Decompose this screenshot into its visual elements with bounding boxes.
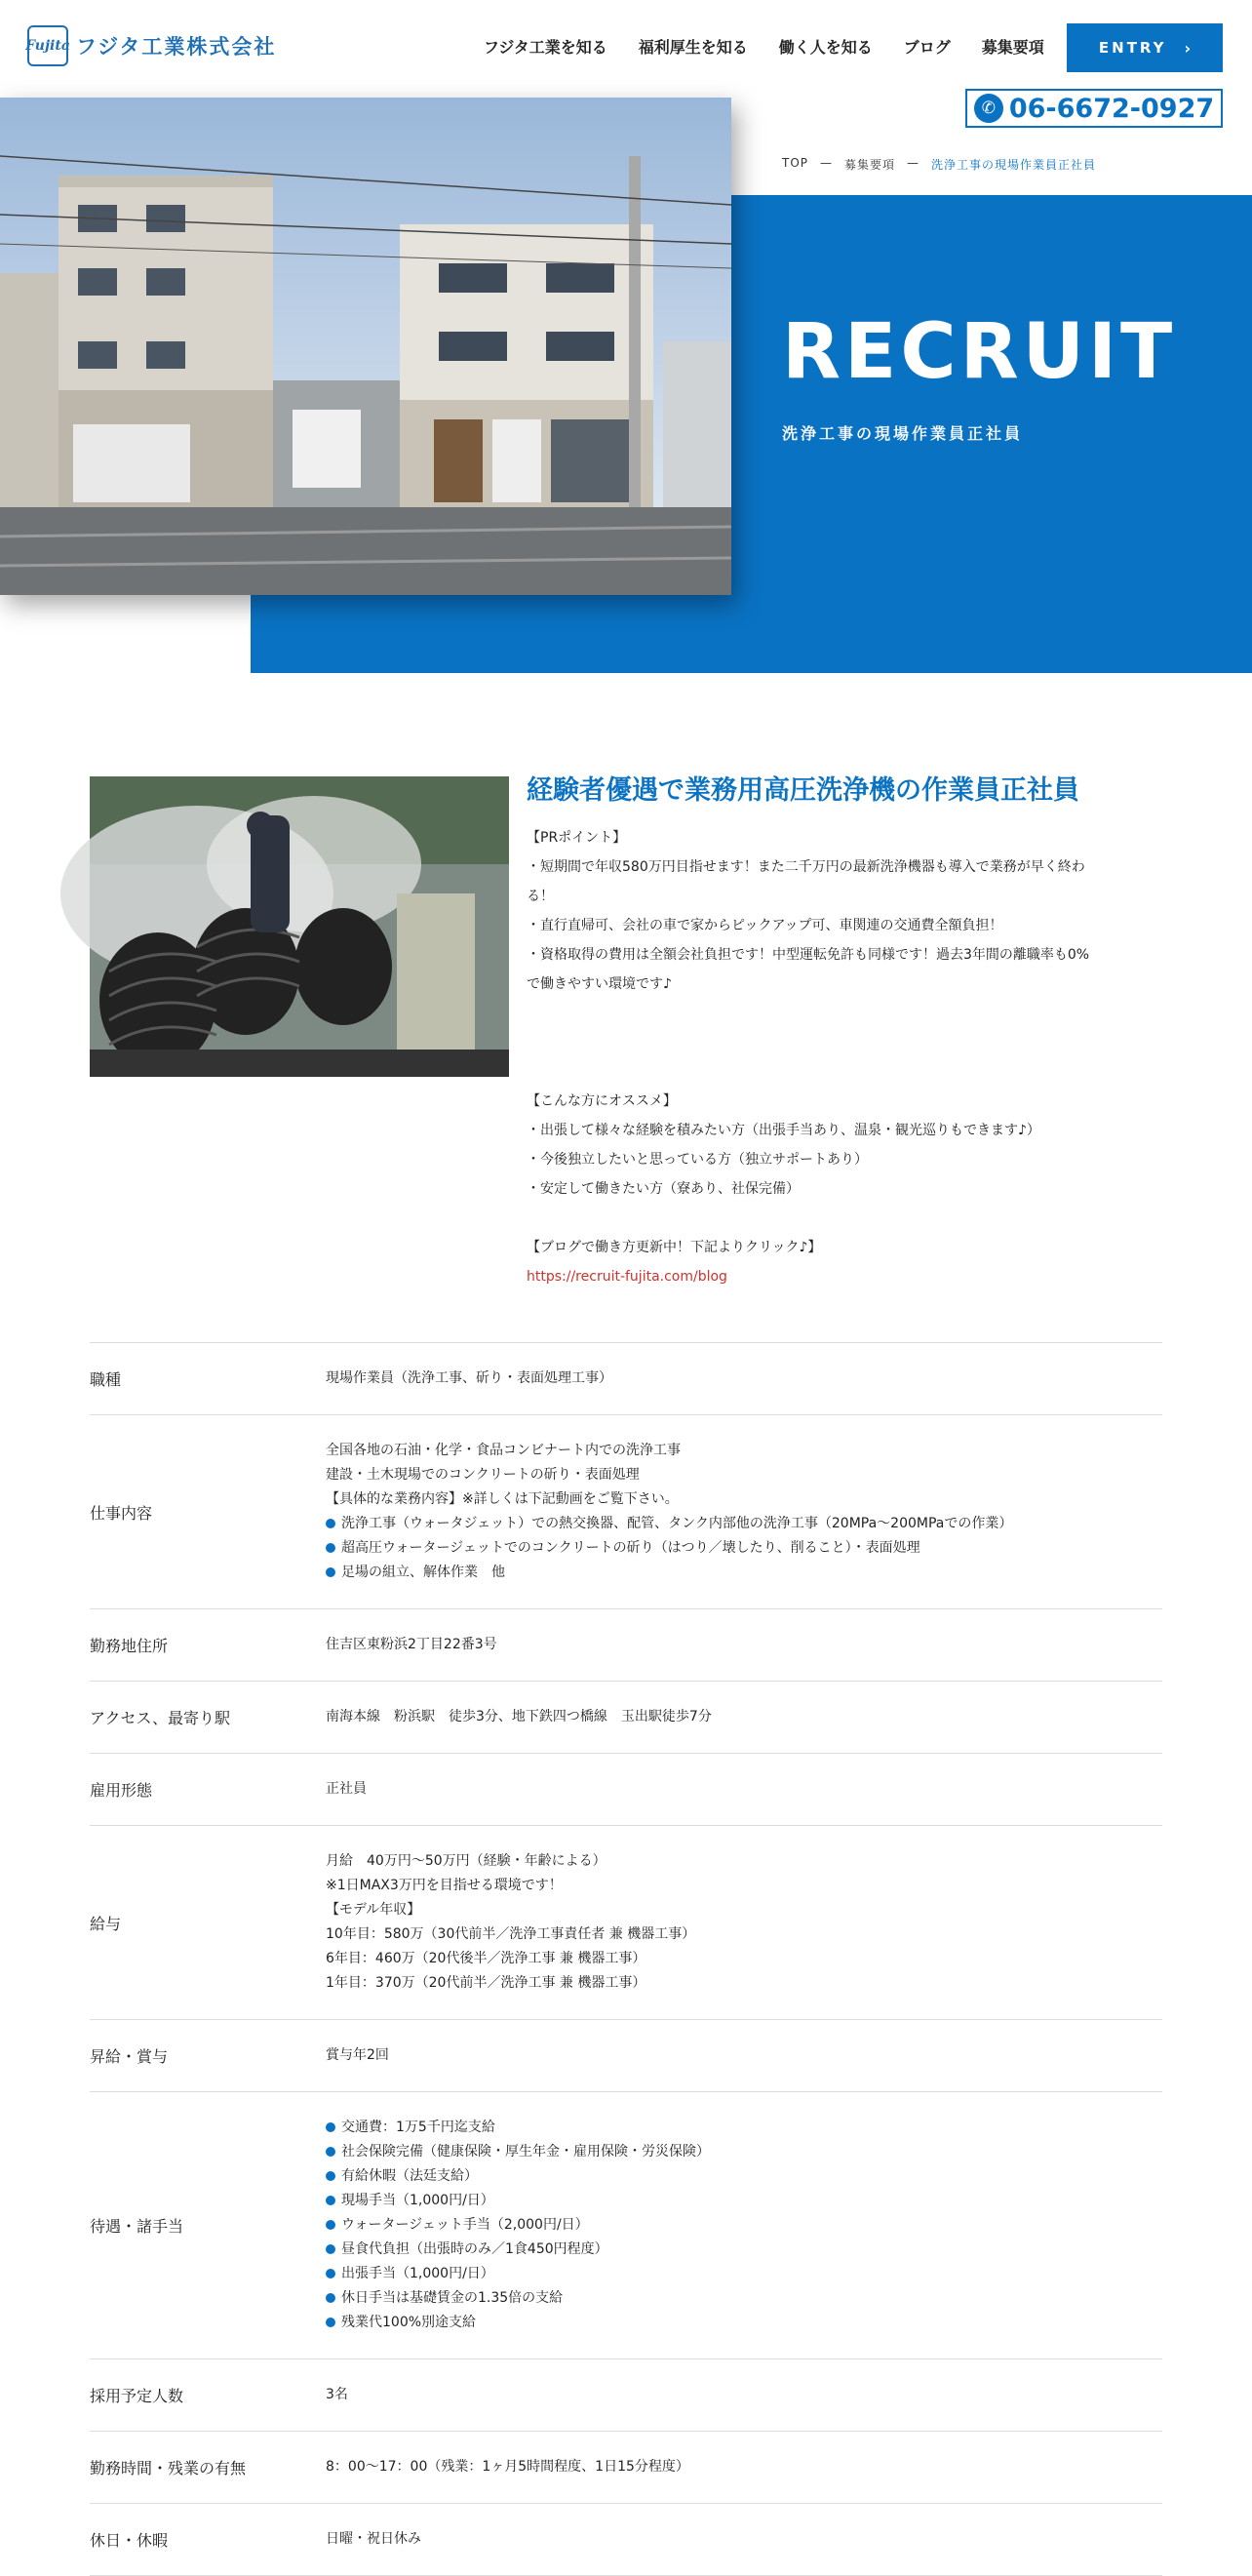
breadcrumb-top[interactable]: TOP — [782, 156, 809, 170]
row-value — [326, 1633, 497, 1657]
bullet-text: 交通費：1万5千円迄支給 — [341, 2120, 495, 2135]
description-line: ・出張して様々な経験を積みたい方（出張手当あり、温泉・観光巡りもできます♪） — [527, 1123, 1040, 1138]
bullet-item — [326, 2213, 710, 2238]
building-illustration — [0, 98, 731, 595]
bullet-dot-icon — [326, 2196, 335, 2205]
blog-link[interactable]: https://recruit-fujita.com/blog — [527, 1269, 727, 1285]
intro-worker-photo — [90, 776, 509, 1077]
breadcrumb — [782, 156, 1096, 173]
bullet-text: 昼食代負担（出張時のみ／1食450円程度） — [341, 2241, 608, 2257]
row-label: 雇用形態 — [90, 1781, 153, 1800]
row-value — [326, 1705, 712, 1729]
bullet-text: 残業代100%別途支給 — [341, 2315, 477, 2330]
phone-icon: ✆ — [974, 94, 1003, 123]
bullet-dot-icon — [326, 1519, 335, 1528]
row-value — [326, 2043, 389, 2068]
bullet-dot-icon — [326, 2318, 335, 2327]
table-row — [90, 1415, 1162, 1609]
description-line: 【ブログで働き方更新中！下記よりクリック♪】 — [527, 1240, 822, 1255]
nav-item-recruit[interactable]: 募集要項 — [981, 38, 1044, 57]
row-label: 職種 — [90, 1370, 122, 1389]
value-line: 3名 — [326, 2387, 348, 2402]
row-value — [326, 2116, 710, 2335]
value-line: 建設・土木現場でのコンクリートの斫り・表面処理 — [326, 1467, 640, 1483]
bullet-text: 出張手当（1,000円/日） — [341, 2266, 494, 2281]
bullet-item — [326, 1561, 1012, 1585]
bullet-item — [326, 2238, 710, 2262]
bullet-item — [326, 1536, 1012, 1561]
value-line: 現場作業員（洗浄工事、斫り・表面処理工事） — [326, 1370, 612, 1386]
logo-text: フジタ工業株式会社 — [76, 35, 277, 59]
row-label: 勤務時間・残業の有無 — [90, 2459, 247, 2477]
bullet-item — [326, 2189, 710, 2213]
bullet-item — [326, 2311, 710, 2335]
value-line: 8：00～17：00（残業：1ヶ月5時間程度、1日15分程度） — [326, 2459, 689, 2475]
description-line: 【こんな方にオススメ】 — [527, 1093, 677, 1109]
breadcrumb-recruit[interactable]: 募集要項 — [844, 158, 896, 172]
row-label: 昇給・賞与 — [90, 2047, 169, 2066]
bullet-dot-icon — [326, 2244, 335, 2254]
value-line: 【モデル年収】 — [326, 1902, 421, 1918]
bullet-text: 洗浄工事（ウォータジェット）での熱交換器、配管、タンク内部他の洗浄工事（20MPa～200MPaでの作業） — [341, 1516, 1013, 1531]
job-title: 経験者優遇で業務用高圧洗浄機の作業員正社員 — [527, 775, 1079, 806]
bullet-item — [326, 2116, 710, 2140]
row-label: 待遇・諸手当 — [90, 2217, 184, 2236]
table-row — [90, 2020, 1162, 2092]
value-line: 南海本線 粉浜駅 徒歩3分、地下鉄四つ橋線 玉出駅徒歩7分 — [326, 1709, 712, 1724]
table-row — [90, 1682, 1162, 1754]
table-row — [90, 2092, 1162, 2359]
bullet-text: ウォータージェット手当（2,000円/日） — [341, 2217, 589, 2233]
value-line: 全国各地の石油・化学・食品コンビナート内での洗浄工事 — [326, 1443, 681, 1458]
value-line: ※1日MAX3万円を目指せる環境です！ — [326, 1878, 563, 1893]
job-description — [527, 823, 1141, 1291]
value-line: 日曜・祝日休み — [326, 2531, 421, 2547]
breadcrumb-separator: — — [820, 156, 834, 170]
description-line: ・直行直帰可、会社の車で家からピックアップ可、車関連の交通費全額負担！ — [527, 918, 1003, 933]
bullet-dot-icon — [326, 2220, 335, 2230]
value-line: 10年目：580万（30代前半／洗浄工事責任者 兼 機器工事） — [326, 1926, 696, 1942]
table-row — [90, 1826, 1162, 2020]
breadcrumb-separator: — — [907, 156, 920, 170]
bullet-dot-icon — [326, 2147, 335, 2157]
table-row — [90, 1609, 1162, 1682]
bullet-item — [326, 2140, 710, 2164]
spacer — [527, 1057, 1141, 1087]
nav-item-about[interactable]: フジタ工業を知る — [484, 38, 607, 57]
value-line: 賞与年2回 — [326, 2047, 389, 2063]
hero-title: RECRUIT — [782, 308, 1177, 396]
breadcrumb-current: 洗浄工事の現場作業員正社員 — [931, 158, 1097, 172]
row-value — [326, 1367, 612, 1391]
spacer — [527, 999, 1141, 1028]
bullet-text: 足場の組立、解体作業 他 — [341, 1565, 505, 1580]
phone-link[interactable] — [965, 89, 1223, 128]
row-value — [326, 2455, 689, 2479]
bullet-item — [326, 2286, 710, 2311]
description-line: ・資格取得の費用は全額会社負担です！中型運転免許も同様です！過去3年間の離職率も0% — [527, 947, 1090, 963]
bullet-text: 社会保険完備（健康保険・厚生年金・雇用保険・労災保険） — [341, 2144, 710, 2160]
hero-building-photo — [0, 98, 731, 595]
entry-button[interactable] — [1067, 23, 1223, 72]
bullet-dot-icon — [326, 2269, 335, 2279]
table-row — [90, 1754, 1162, 1826]
spacer — [527, 1028, 1141, 1057]
row-label: 仕事内容 — [90, 1503, 153, 1523]
row-label: アクセス、最寄り駅 — [90, 1709, 231, 1727]
bullet-item — [326, 2164, 710, 2189]
description-line: る！ — [527, 889, 554, 904]
value-line: 6年目：460万（20代後半／洗浄工事 兼 機器工事） — [326, 1951, 646, 1966]
bullet-text: 超高圧ウォータージェットでのコンクリートの斫り（はつり／壊したり、削ること）・表面処理 — [341, 1540, 920, 1556]
bullet-text: 有給休暇（法廷支給） — [341, 2168, 478, 2184]
bullet-dot-icon — [326, 2293, 335, 2303]
bullet-text: 現場手当（1,000円/日） — [341, 2193, 494, 2208]
row-value — [326, 1777, 367, 1802]
bullet-dot-icon — [326, 1567, 335, 1577]
description-line: ・短期間で年収580万円目指せます！また二千万円の最新洗浄機器も導入で業務が早く終わ — [527, 859, 1085, 875]
global-nav — [484, 35, 1076, 58]
row-label: 採用予定人数 — [90, 2387, 184, 2405]
bullet-text: 休日手当は基礎賃金の1.35倍の支給 — [341, 2290, 564, 2306]
description-line: で働きやすい環境です♪ — [527, 976, 672, 992]
description-line: ・安定して働きたい方（寮あり、社保完備） — [527, 1181, 800, 1197]
high-pressure-washing-illustration — [90, 776, 509, 1077]
hero-subtitle: 洗浄工事の現場作業員正社員 — [782, 424, 1024, 443]
row-value — [326, 2383, 348, 2407]
entry-button-label: ENTRY — [1098, 39, 1167, 57]
bullet-dot-icon — [326, 1543, 335, 1553]
row-label: 勤務地住所 — [90, 1637, 169, 1655]
job-requirements-table — [90, 1342, 1162, 2576]
phone-number: 06-6672-0927 — [1008, 93, 1215, 124]
table-row — [90, 2432, 1162, 2504]
nav-item-blog[interactable]: ブログ — [903, 38, 951, 57]
bullet-item — [326, 1512, 1012, 1536]
row-value — [326, 1439, 1012, 1585]
nav-item-welfare[interactable]: 福利厚生を知る — [638, 38, 748, 57]
row-value — [326, 1849, 695, 1996]
value-line: 1年目：370万（20代前半／洗浄工事 兼 機器工事） — [326, 1975, 646, 1991]
value-line: 正社員 — [326, 1781, 367, 1797]
row-label: 給与 — [90, 1914, 122, 1933]
chevron-right-icon: › — [1184, 38, 1192, 58]
value-line: 月給 40万円～50万円（経験・年齢による） — [326, 1853, 606, 1869]
row-label: 休日・休暇 — [90, 2531, 169, 2550]
value-line: 【具体的な業務内容】※詳しくは下記動画をご覧下さい。 — [326, 1491, 679, 1507]
row-value — [326, 2527, 421, 2552]
bullet-dot-icon — [326, 2171, 335, 2181]
bullet-dot-icon — [326, 2122, 335, 2132]
bullet-item — [326, 2262, 710, 2286]
spacer — [527, 1204, 1141, 1233]
description-line: ・今後独立したいと思っている方（独立サポートあり） — [527, 1152, 868, 1168]
table-row — [90, 2504, 1162, 2576]
table-row — [90, 2359, 1162, 2432]
logo-mark: Fujita — [27, 25, 68, 66]
value-line: 住吉区東粉浜2丁目22番3号 — [326, 1637, 497, 1652]
nav-item-people[interactable]: 働く人を知る — [778, 38, 873, 57]
company-logo[interactable] — [27, 25, 276, 66]
site-header — [0, 0, 1252, 98]
description-line: 【PRポイント】 — [527, 830, 627, 846]
table-row — [90, 1343, 1162, 1415]
